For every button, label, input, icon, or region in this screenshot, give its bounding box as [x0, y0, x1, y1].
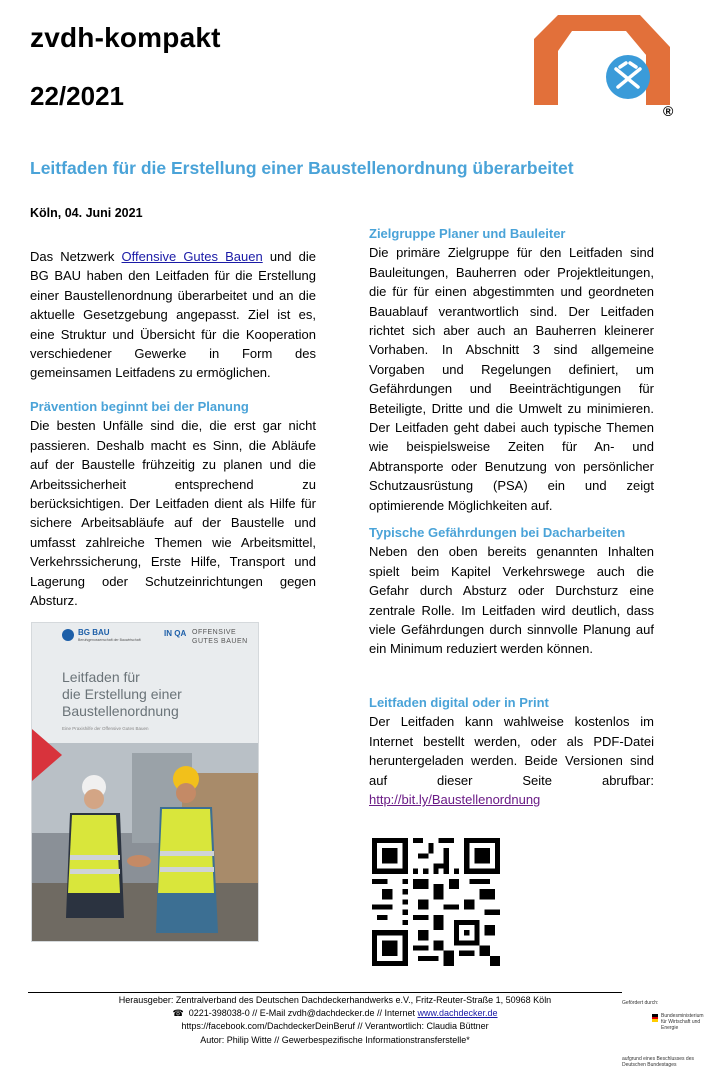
- workers-handshake-photo: [32, 743, 258, 941]
- issue-number: 22/2021: [30, 81, 124, 111]
- cover-title-line1: Leitfaden für: [62, 669, 140, 685]
- section-body: Die besten Unfälle sind die, die erst gar nicht passieren. Deshalb macht es Sinn, die Abläufe auf der Baustelle frühzeitig zu planen und die Arbeitssicherheit entsprechend zu berücksichtigen. Der Leitfaden dient als Hilfe für sichere Arbeitsabläufe auf der Baustelle und umfasst zahlreiche Themen wie Arbeitsmittel, Verkehrssicherung, Erste Hilfe, Transport und Lagerung oder Schutzeinrichtungen gegen Absturz.: [30, 418, 316, 609]
- intro-paragraph: [30, 247, 316, 383]
- cover-publisher: BG BAU: [78, 628, 110, 637]
- guide-cover-image: [31, 622, 259, 942]
- sponsor-block: [622, 1000, 704, 1070]
- footer-contact-text: 0221-398038-0 // E-Mail zvdh@dachdecker.de // Internet: [188, 1008, 418, 1019]
- footer-author: Autor: Philip Witte // Gewerbespezifische Informationstransferstelle*: [200, 1034, 470, 1045]
- qr-code[interactable]: [372, 838, 500, 966]
- cover-publisher-sub: Berufsgenossenschaft der Bauwirtschaft: [78, 638, 141, 642]
- section-title: Zielgruppe Planer und Bauleiter: [369, 226, 566, 241]
- footer-facebook: https://facebook.com/DachdeckerDeinBeruf // Verantwortlich: Claudia Büttner: [181, 1021, 489, 1032]
- phone-icon: ☎: [172, 1008, 184, 1019]
- cover-subtitle: Eine Praxishilfe der Offensive Gutes Bauen: [62, 726, 149, 731]
- cover-offensive-line1: OFFENSIVE: [192, 629, 237, 636]
- article-headline: Leitfaden für die Erstellung einer Baustellenordnung überarbeitet: [30, 158, 574, 178]
- footer-imprint: [60, 994, 610, 1047]
- section-praevention: [30, 397, 316, 610]
- federal-eagle-icon: [652, 1014, 658, 1022]
- section-body: [369, 712, 654, 809]
- section-body: Die primäre Zielgruppe für den Leitfaden sind Bauleitungen, Bauherren oder Projektleitungen, die für für einen abgestimmten und geordneten Bauablauf verantwortlich sind. Der Leitfaden richtet sich aber auch an Bauherren kleinerer Vorhaben. In Abschnitt 3 sind allgemeine Vorgaben und Regelungen definiert, um Gefährdungen und Beeinträchtigungen für Beteiligte, Dritte und die Umwelt zu minimieren. Der Leitfaden geht dabei auch typische Themen wie beispielsweise Zeiten für An- und Abtransporte oder Benutzung von persönlicher Schutzausrüstung (PSA) ein und zeigt optimierende Möglichkeiten auf.: [369, 245, 654, 513]
- section-digital-print: [369, 693, 654, 809]
- footer-contact: [60, 1007, 610, 1020]
- section-title: Prävention beginnt bei der Planung: [30, 399, 249, 414]
- cover-red-arrow: [32, 729, 62, 781]
- cover-title-line2: die Erstellung einer: [62, 686, 182, 702]
- zvdh-roof-logo: [528, 7, 678, 109]
- intro-text-pre: Das Netzwerk: [30, 249, 122, 264]
- baustellenordnung-link[interactable]: http://bit.ly/Baustellenordnung: [369, 792, 541, 808]
- sponsor-note: aufgrund eines Beschlusses des Deutschen Bundestages: [622, 1056, 694, 1068]
- section-title: Typische Gefährdungen bei Dacharbeiten: [369, 525, 626, 540]
- section-title: Leitfaden digital oder in Print: [369, 695, 549, 710]
- section-body: Neben den oben bereits genannten Inhalten spielt beim Kapitel Verkehrswege auch die Gefahr durch Absturz oder Durchsturz eine zentrale Rolle. Im Leitfaden wird deutlich, dass viele Gefährdungen durch sinnvolle Planung auf ein Minimum reduziert werden können.: [369, 544, 654, 657]
- cover-offensive-line2: GUTES BAUEN: [192, 638, 248, 645]
- registered-mark: ®: [663, 103, 674, 119]
- article-dateline: Köln, 04. Juni 2021: [30, 206, 143, 220]
- section-body-text: Der Leitfaden kann wahlweise kostenlos im Internet bestellt werden, oder als PDF-Datei heruntergeladen werden. Beide Versionen sind auf dieser Seite abrufbar:: [369, 714, 654, 788]
- dachdecker-website-link[interactable]: www.dachdecker.de: [417, 1008, 498, 1019]
- sponsor-label: Gefördert durch:: [622, 1000, 659, 1006]
- section-zielgruppe: [369, 224, 654, 515]
- offensive-gutes-bauen-link[interactable]: Offensive Gutes Bauen: [121, 249, 263, 264]
- intro-text-post: und die BG BAU haben den Leitfaden für die Erstellung einer Baustellenordnung überarbeitet und an die aktuelle Gesetzgebung angepasst. Ziel ist es, eine Struktur und Übersicht für die Kooperation verschiedener Gewerke in Form des gemeinsamen Leitfadens zu ermöglichen.: [30, 249, 316, 381]
- footer-divider: [28, 992, 622, 993]
- cover-title-line3: Baustellenordnung: [62, 703, 179, 719]
- bg-bau-logo-icon: [62, 629, 74, 641]
- cover-inqa: IN QA: [164, 629, 187, 638]
- newsletter-brand: zvdh-kompakt: [30, 22, 221, 53]
- cover-title: [62, 669, 182, 720]
- footer-publisher: Herausgeber: Zentralverband des Deutschen Dachdeckerhandwerks e.V., Fritz-Reuter-Straße 1, 50968 Köln: [118, 995, 552, 1005]
- section-gefaehrdungen: [369, 523, 654, 659]
- sponsor-ministry: Bundesministerium für Wirtschaft und Energie: [661, 1013, 704, 1031]
